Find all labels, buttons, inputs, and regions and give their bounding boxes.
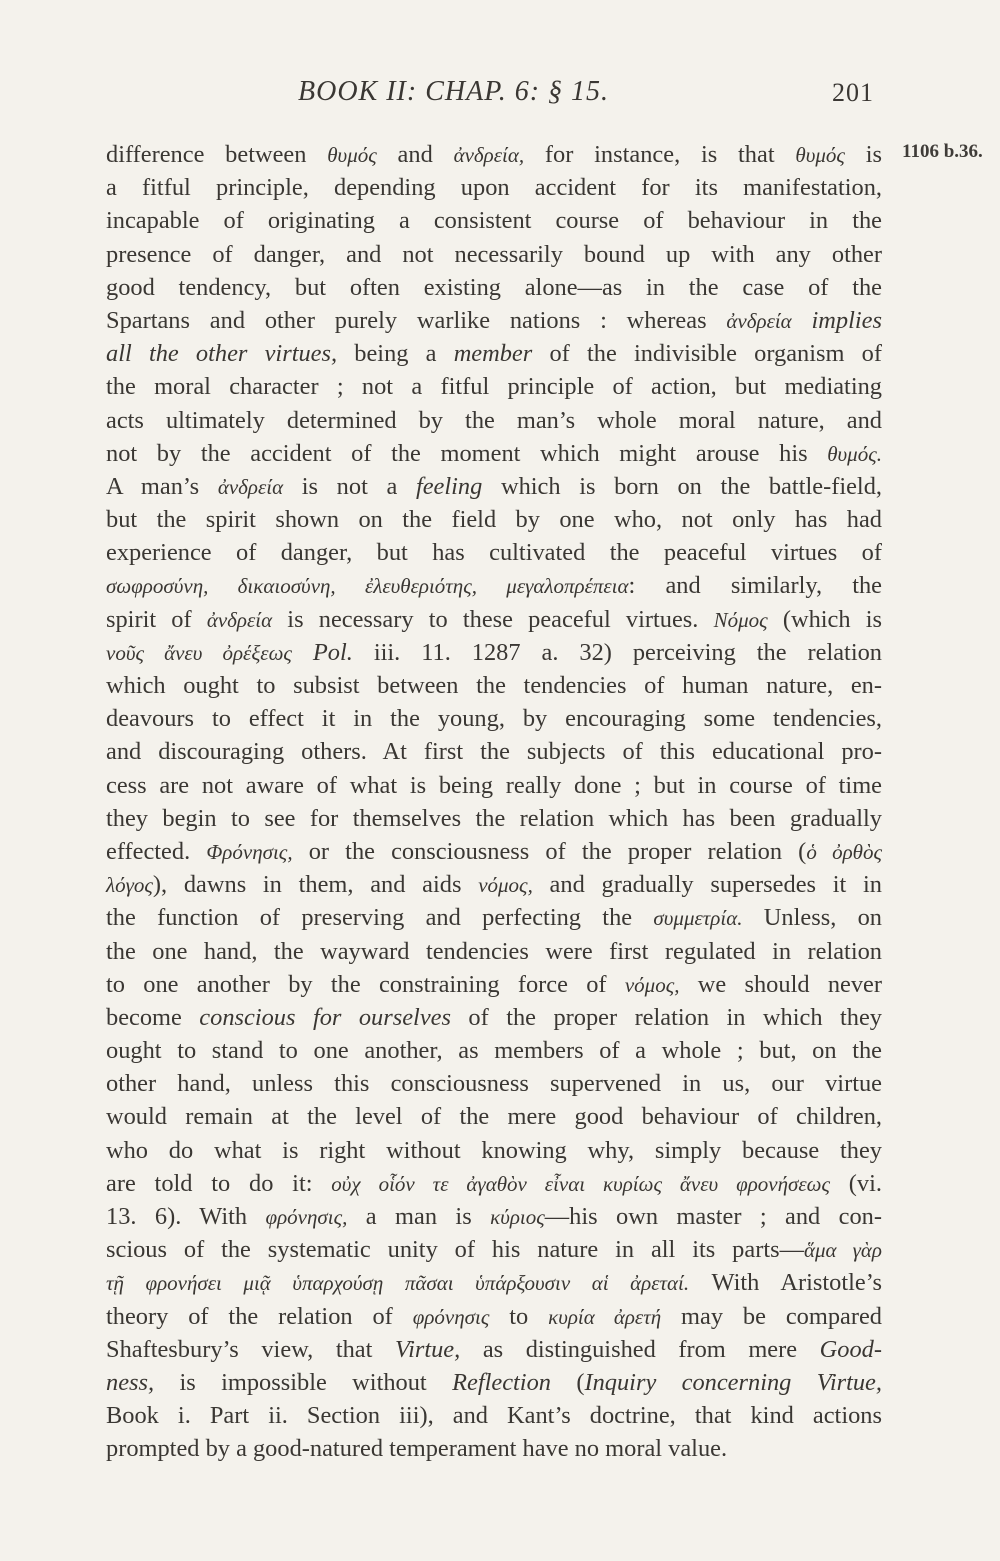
text-segment: acts ultimately determined by the man’s whole moral nature, and <box>106 406 882 434</box>
text-line <box>106 404 882 437</box>
italic-text: Inquiry concerning Virtue, <box>584 1368 882 1396</box>
text-segment: effected. <box>106 837 207 865</box>
text-line <box>106 503 882 536</box>
text-line <box>106 1266 882 1299</box>
text-segment: theory of the relation of <box>106 1302 413 1330</box>
text-line <box>106 138 882 171</box>
greek-text: θυμός <box>795 143 845 167</box>
text-segment: and discouraging others. At first the subjects of this educational pro- <box>106 738 882 766</box>
greek-text: Φρόνησις, <box>206 839 293 864</box>
text-segment: to <box>489 1302 549 1330</box>
italic-text: Pol. <box>312 638 353 666</box>
italic-text: ness, <box>106 1368 155 1396</box>
greek-text: οὐχ οἷόν τε ἀγαθὸν εἶναι κυρίως ἄνευ φρονήσεως <box>331 1171 831 1196</box>
margin-reference: 1106 b.36. <box>902 141 983 162</box>
text-segment: the function of preserving and perfecting the <box>106 904 654 932</box>
text-segment: With Aristotle’s <box>689 1269 882 1297</box>
text-segment: is <box>844 141 882 168</box>
greek-text: κυρία ἀρετή <box>548 1304 662 1329</box>
page-number: 201 <box>832 78 874 107</box>
greek-text: θυμός <box>327 143 377 167</box>
page-header <box>0 76 1000 116</box>
text-line <box>106 868 882 901</box>
text-line <box>106 1001 882 1034</box>
text-segment: spirit of <box>106 605 207 633</box>
text-line <box>106 835 882 868</box>
text-segment: Book i. Part ii. Section iii), and Kant’s doctrine, that kind actions <box>106 1402 882 1430</box>
text-segment: A man’s <box>106 472 218 500</box>
greek-text: ἀνδρεία, <box>453 143 525 167</box>
text-segment: ought to stand to one another, as members of a whole ; but, on the <box>106 1037 882 1065</box>
italic-text: Reflection <box>452 1368 551 1396</box>
text-line <box>106 1200 882 1233</box>
text-segment <box>292 639 313 666</box>
greek-text: φρόνησις, <box>265 1205 348 1229</box>
italic-text: feeling <box>415 472 483 500</box>
greek-text: νόμος, <box>478 873 533 898</box>
italic-text: all the other virtues, <box>106 340 338 368</box>
running-head: BOOK II: CHAP. 6: § 15. <box>298 76 610 107</box>
text-segment: ( <box>550 1368 585 1396</box>
text-segment: (vi. <box>830 1169 882 1197</box>
text-segment: good tendency, but often existing alone—as in the case of the <box>106 273 882 301</box>
text-line <box>106 238 882 271</box>
italic-text: member <box>453 340 533 368</box>
text-segment: or the consciousness of the proper relation ( <box>292 837 807 865</box>
text-segment: prompted by a good-natured temperament have no moral value. <box>106 1435 728 1463</box>
greek-text: ἅμα γὰρ <box>803 1238 882 1263</box>
italic-text: implies <box>791 306 882 334</box>
text-line <box>106 1034 882 1067</box>
text-segment: is impossible without <box>154 1368 453 1396</box>
text-line <box>106 271 882 304</box>
text-line <box>106 204 882 237</box>
greek-text: Νόμος <box>713 607 768 632</box>
greek-text: ἀνδρεία <box>726 308 792 333</box>
text-line <box>106 935 882 968</box>
text-segment: but the spirit shown on the field by one who, not only has had <box>106 506 882 534</box>
text-line <box>106 470 882 503</box>
text-segment: presence of danger, and not necessarily bound up with any other <box>106 240 882 268</box>
text-line <box>106 437 882 470</box>
text-segment: being a <box>337 340 454 368</box>
italic-text: conscious for ourselves <box>199 1003 451 1031</box>
text-line <box>106 1134 882 1167</box>
text-segment: not by the accident of the moment which might arouse his <box>106 439 828 467</box>
text-segment: deavours to effect it in the young, by encouraging some tendencies, <box>106 705 882 733</box>
greek-text: τῇ φρονήσει μιᾷ ὑπαρχούσῃ πᾶσαι ὑπάρξουσιν αἱ ἀρεταί. <box>106 1271 690 1296</box>
text-segment: and gradually supersedes it in <box>532 871 882 899</box>
text-line <box>106 769 882 802</box>
text-line <box>106 1067 882 1100</box>
text-segment: (which is <box>767 605 882 633</box>
text-segment: scious of the systematic unity of his nature in all its parts— <box>106 1236 804 1264</box>
greek-text: ἀνδρεία <box>217 474 284 499</box>
text-segment: the moral character ; not a fitful principle of action, but mediating <box>106 373 882 401</box>
italic-text: Virtue, <box>394 1335 461 1363</box>
greek-text: συμμετρία. <box>653 906 743 931</box>
text-segment: we should never <box>679 970 882 998</box>
text-line <box>106 636 882 669</box>
text-line <box>106 304 882 337</box>
text-segment: and <box>376 141 454 168</box>
text-segment: is not a <box>283 472 416 500</box>
text-segment: Shaftesbury’s view, that <box>106 1335 395 1363</box>
greek-text: θυμός. <box>827 441 882 466</box>
text-segment: ), dawns in them, and aids <box>152 871 479 899</box>
text-segment: Spartans and other purely warlike nations : whereas <box>106 306 727 334</box>
text-segment: iii. 11. 1287 a. 32) perceiving the relation <box>352 638 882 666</box>
text-line <box>106 1300 882 1333</box>
text-line <box>106 669 882 702</box>
text-segment: other hand, unless this consciousness supervened in us, our virtue <box>106 1070 882 1098</box>
text-segment: of the proper relation in which they <box>450 1003 882 1031</box>
text-line <box>106 1167 882 1200</box>
text-line <box>106 1366 882 1399</box>
text-segment: which ought to subsist between the tendencies of human nature, en- <box>106 672 882 699</box>
text-segment: a man is <box>347 1203 491 1230</box>
text-segment: cess are not aware of what is being really done ; but in course of time <box>106 771 882 799</box>
greek-text: ἀνδρεία <box>206 607 273 632</box>
text-line <box>106 735 882 768</box>
text-segment: of the indivisible organism of <box>532 340 882 368</box>
text-segment: —his own master ; and con- <box>544 1203 882 1230</box>
text-line <box>106 536 882 569</box>
text-line <box>106 1399 882 1432</box>
greek-text: νοῦς ἄνευ ὀρέξεως <box>106 640 292 665</box>
text-segment: would remain at the level of the mere good behaviour of children, <box>106 1103 882 1131</box>
greek-text: ὁ ὀρθὸς <box>806 839 883 864</box>
text-segment: a fitful principle, depending upon accident for its manifestation, <box>106 174 882 202</box>
text-segment: 13. 6). With <box>106 1203 266 1230</box>
text-segment: : and similarly, the <box>628 572 882 600</box>
text-segment: which is born on the battle-field, <box>482 472 883 500</box>
text-segment: difference between <box>106 141 328 168</box>
text-line <box>106 1432 882 1465</box>
text-segment: Unless, on <box>742 904 882 932</box>
text-line <box>106 1333 882 1366</box>
greek-text: σωφροσύνη, δικαιοσύνη, ἐλευθεριότης, μεγαλοπρέπεια <box>106 574 629 599</box>
greek-text: λόγος <box>106 873 153 898</box>
text-line <box>106 569 882 602</box>
text-segment: may be compared <box>661 1302 882 1330</box>
text-segment: is necessary to these peaceful virtues. <box>272 605 714 633</box>
text-segment: for instance, is that <box>524 141 796 168</box>
text-line <box>106 1233 882 1266</box>
text-segment: incapable of originating a consistent course of behaviour in the <box>106 207 882 235</box>
text-line <box>106 370 882 403</box>
text-segment: become <box>106 1003 200 1031</box>
text-segment: as distinguished from mere <box>460 1335 820 1363</box>
text-line <box>106 702 882 735</box>
body-text <box>106 138 882 1466</box>
text-line <box>106 968 882 1001</box>
text-line <box>106 337 882 370</box>
greek-text: κύριος <box>490 1205 545 1229</box>
text-line <box>106 1100 882 1133</box>
text-segment: the one hand, the wayward tendencies were first regulated in relation <box>106 937 882 965</box>
greek-text: νόμος, <box>624 972 680 997</box>
italic-text: Good- <box>819 1335 882 1363</box>
text-line <box>106 901 882 934</box>
text-segment: they begin to see for themselves the relation which has been gradually <box>106 804 882 832</box>
text-segment: to one another by the constraining force of <box>106 970 625 998</box>
text-line <box>106 171 882 204</box>
text-segment: experience of danger, but has cultivated the peaceful virtues of <box>106 539 882 567</box>
text-line <box>106 603 882 636</box>
text-line <box>106 802 882 835</box>
greek-text: φρόνησις <box>412 1304 490 1329</box>
text-segment: are told to do it: <box>106 1169 332 1197</box>
text-segment: who do what is right without knowing why, simply because they <box>106 1136 882 1164</box>
